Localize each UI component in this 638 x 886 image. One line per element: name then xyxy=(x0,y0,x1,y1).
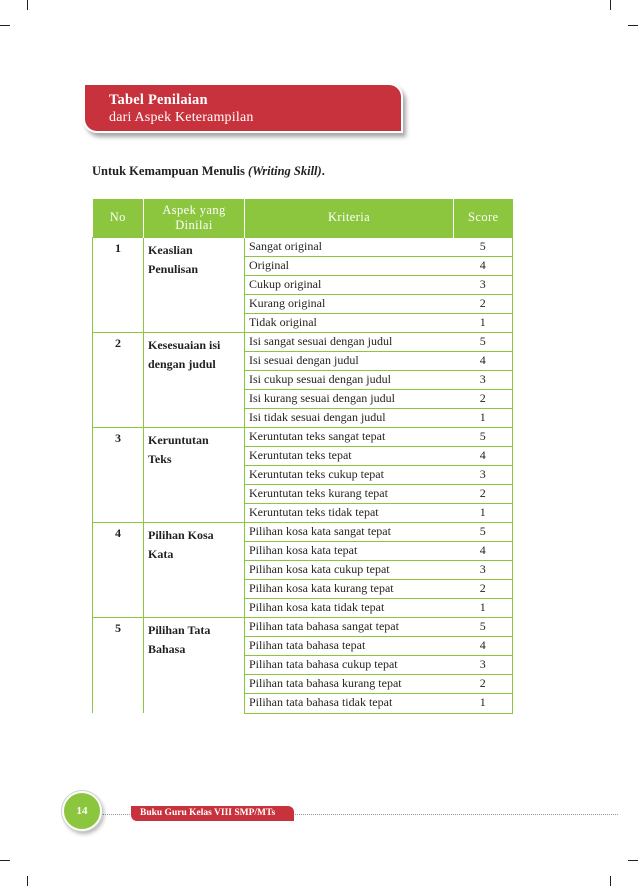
crop-mark xyxy=(0,25,10,26)
footer-book-title: Buku Guru Kelas VIII SMP/MTs xyxy=(131,806,294,821)
cell-score: 5 xyxy=(454,332,513,351)
cell-score: 4 xyxy=(454,541,513,560)
table-header-row xyxy=(93,199,513,237)
assessment-table xyxy=(92,199,513,714)
aspek-line2: Kata xyxy=(148,546,174,561)
cell-score: 2 xyxy=(454,294,513,313)
header-aspek xyxy=(144,199,245,237)
cell-kriteria: Original xyxy=(245,256,454,275)
cell-kriteria: Isi sangat sesuai dengan judul xyxy=(245,332,454,351)
cell-aspek xyxy=(144,617,245,713)
cell-score: 1 xyxy=(454,598,513,617)
cell-no: 3 xyxy=(93,427,144,522)
table-row xyxy=(93,427,513,446)
cell-kriteria: Pilihan kosa kata tepat xyxy=(245,541,454,560)
caption-suffix: . xyxy=(321,164,325,178)
banner-subtitle: dari Aspek Keterampilan xyxy=(109,110,254,125)
cell-score: 1 xyxy=(454,503,513,522)
table-row xyxy=(93,237,513,256)
cell-score: 3 xyxy=(454,370,513,389)
table-row xyxy=(93,522,513,541)
crop-mark xyxy=(628,25,638,26)
crop-mark xyxy=(0,860,10,861)
cell-no: 1 xyxy=(93,237,144,332)
page-number: 14 xyxy=(62,791,102,831)
cell-no: 2 xyxy=(93,332,144,427)
cell-score: 1 xyxy=(454,693,513,713)
cell-aspek xyxy=(144,427,245,522)
cell-score: 2 xyxy=(454,389,513,408)
cell-kriteria: Isi tidak sesuai dengan judul xyxy=(245,408,454,427)
cell-kriteria: Isi kurang sesuai dengan judul xyxy=(245,389,454,408)
header-no: No xyxy=(93,199,144,237)
cell-score: 3 xyxy=(454,560,513,579)
cell-score: 1 xyxy=(454,408,513,427)
cell-kriteria: Sangat original xyxy=(245,237,454,256)
banner-title: Tabel Penilaian xyxy=(109,92,208,108)
cell-kriteria: Keruntutan teks sangat tepat xyxy=(245,427,454,446)
crop-mark xyxy=(27,876,28,886)
header-kriteria: Kriteria xyxy=(245,199,454,237)
aspek-line1: Keaslian xyxy=(148,242,193,257)
aspek-line2: dengan judul xyxy=(148,356,216,371)
crop-mark xyxy=(628,860,638,861)
cell-kriteria: Keruntutan teks cukup tepat xyxy=(245,465,454,484)
aspek-line1: Kesesuaian isi xyxy=(148,337,221,352)
crop-mark xyxy=(27,0,28,10)
cell-score: 2 xyxy=(454,484,513,503)
cell-score: 1 xyxy=(454,313,513,332)
cell-score: 5 xyxy=(454,617,513,636)
aspek-line1: Keruntutan xyxy=(148,432,209,447)
aspek-line2: Teks xyxy=(148,451,172,466)
cell-aspek xyxy=(144,237,245,332)
cell-kriteria: Pilihan tata bahasa kurang tepat xyxy=(245,674,454,693)
cell-kriteria: Pilihan tata bahasa tepat xyxy=(245,636,454,655)
cell-kriteria: Pilihan kosa kata sangat tepat xyxy=(245,522,454,541)
table-caption xyxy=(92,164,325,179)
section-banner xyxy=(83,83,403,133)
cell-kriteria: Keruntutan teks tepat xyxy=(245,446,454,465)
cell-score: 3 xyxy=(454,275,513,294)
table-body xyxy=(93,237,513,713)
aspek-line1: Pilihan Kosa xyxy=(148,527,214,542)
cell-kriteria: Cukup original xyxy=(245,275,454,294)
crop-mark xyxy=(610,876,611,886)
cell-kriteria: Pilihan kosa kata cukup tepat xyxy=(245,560,454,579)
cell-no: 4 xyxy=(93,522,144,617)
cell-score: 5 xyxy=(454,427,513,446)
cell-score: 2 xyxy=(454,674,513,693)
cell-score: 3 xyxy=(454,465,513,484)
cell-score: 2 xyxy=(454,579,513,598)
header-score: Score xyxy=(454,199,513,237)
cell-kriteria: Keruntutan teks kurang tepat xyxy=(245,484,454,503)
cell-aspek xyxy=(144,332,245,427)
caption-italic: (Writing Skill) xyxy=(247,164,322,178)
cell-no: 5 xyxy=(93,617,144,713)
cell-score: 4 xyxy=(454,636,513,655)
crop-mark xyxy=(610,0,611,10)
cell-score: 5 xyxy=(454,522,513,541)
table-row xyxy=(93,332,513,351)
caption-prefix: Untuk Kemampuan Menulis xyxy=(92,164,248,178)
aspek-line1: Pilihan Tata xyxy=(148,622,211,637)
cell-score: 3 xyxy=(454,655,513,674)
cell-kriteria: Kurang original xyxy=(245,294,454,313)
cell-kriteria: Isi sesuai dengan judul xyxy=(245,351,454,370)
cell-kriteria: Pilihan tata bahasa sangat tepat xyxy=(245,617,454,636)
cell-score: 4 xyxy=(454,256,513,275)
cell-kriteria: Keruntutan teks tidak tepat xyxy=(245,503,454,522)
cell-kriteria: Pilihan tata bahasa cukup tepat xyxy=(245,655,454,674)
cell-kriteria: Pilihan kosa kata tidak tepat xyxy=(245,598,454,617)
cell-kriteria: Isi cukup sesuai dengan judul xyxy=(245,370,454,389)
cell-kriteria: Pilihan tata bahasa tidak tepat xyxy=(245,693,454,713)
cell-score: 5 xyxy=(454,237,513,256)
header-aspek-line1: Aspek yang xyxy=(162,202,226,217)
cell-score: 4 xyxy=(454,351,513,370)
header-aspek-line2: Dinilai xyxy=(175,217,213,232)
cell-score: 4 xyxy=(454,446,513,465)
aspek-line2: Bahasa xyxy=(148,641,186,656)
cell-kriteria: Pilihan kosa kata kurang tepat xyxy=(245,579,454,598)
aspek-line2: Penulisan xyxy=(148,261,199,276)
table-row xyxy=(93,617,513,636)
cell-kriteria: Tidak original xyxy=(245,313,454,332)
cell-aspek xyxy=(144,522,245,617)
